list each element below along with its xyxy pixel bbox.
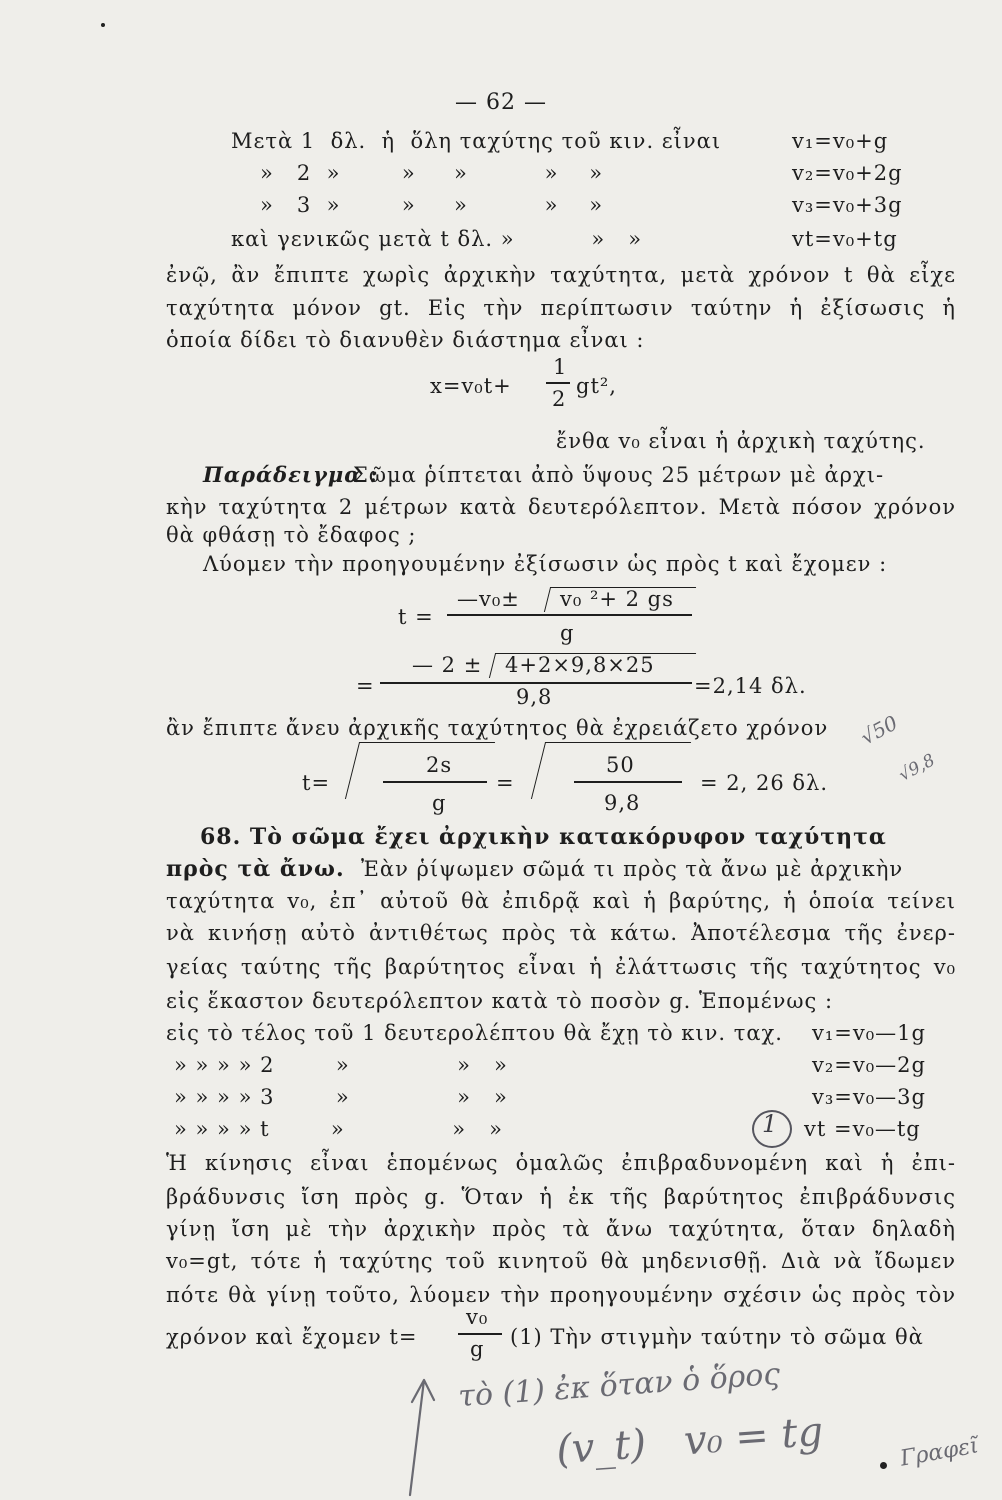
formula-v3: v₃=v₀+3g xyxy=(792,193,903,217)
bottom-handwriting: (v_t) v₀ = tg xyxy=(554,1408,825,1474)
fraction-denominator: g xyxy=(470,1337,485,1361)
handwriting-arrow xyxy=(400,1360,490,1500)
text-line: Μετὰ 1 δλ. ἡ ὅλη ταχύτης τοῦ κιν. εἶναι xyxy=(231,129,722,153)
text-line: καὶ γενικῶς μετὰ t δλ. » » » xyxy=(231,227,643,251)
paragraph-line: πότε θὰ γίνῃ τοῦτο, λύομεν τὴν προηγουμένην σχέσιν ὡς πρὸς τὸν xyxy=(166,1283,956,1307)
text-line: » 3 » » » » » xyxy=(260,193,604,217)
formula-denominator: 9,8 xyxy=(516,685,553,709)
paragraph-line: νὰ κινήσῃ αὐτὸ ἀντιθέτως πρὸς τὰ κάτω. Ἀποτέλεσμα τῆς ἐνερ- xyxy=(166,921,956,945)
formula-numerator: 4+2×9,8×25 xyxy=(505,653,655,677)
formula-equals: = xyxy=(496,771,515,795)
example-heading: Παράδειγμα : xyxy=(203,462,379,487)
radical-sign xyxy=(345,742,495,799)
formula-v3: v₃=v₀—3g xyxy=(812,1085,926,1109)
paragraph-line: εἰς ἕκαστον δευτερόλεπτον κατὰ τὸ ποσὸν g. Ἑπομένως : xyxy=(166,989,834,1013)
paragraph-line: γείας ταύτης τῆς βαρύτητος εἶναι ἡ ἐλάττωσις τῆς ταχύτητος v₀ xyxy=(166,955,956,979)
formula-v1: v₁=v₀—1g xyxy=(812,1021,926,1045)
paragraph-line: ἔνθα v₀ εἶναι ἡ ἀρχικὴ ταχύτης. xyxy=(556,429,926,453)
paragraph-line: v₀=gt, τότε ἡ ταχύτης τοῦ κινητοῦ θὰ μηδενισθῇ. Διὰ νὰ ἴδωμεν xyxy=(166,1249,956,1273)
formula-numerator: 50 xyxy=(606,753,635,777)
paragraph-line: γίνῃ ἴση μὲ τὴν ἀρχικὴν πρὸς τὰ ἄνω ταχύτητα, ὅταν δηλαδὴ xyxy=(166,1217,956,1241)
paragraph-line: ἂν ἔπιπτε ἄνευ ἀρχικῆς ταχύτητος θὰ ἐχρειάζετο χρόνον xyxy=(166,716,829,740)
fraction-numerator: v₀ xyxy=(466,1305,489,1329)
paragraph-line: χρόνον καὶ ἔχομεν t= xyxy=(166,1325,418,1349)
margin-handwriting: √9,8 xyxy=(895,750,939,786)
bottom-handwriting: τὸ (1) ἐκ ὅταν ὁ ὅρος xyxy=(457,1356,782,1415)
fraction-bar xyxy=(383,781,487,783)
margin-handwriting: √50 xyxy=(856,710,902,750)
paragraph-line: βράδυνσις ἴση πρὸς g. Ὅταν ἡ ἐκ τῆς βαρύτητος ἐπιβράδυνσις xyxy=(166,1185,956,1209)
formula-v2: v₂=v₀+2g xyxy=(792,161,903,185)
paragraph-line: ταχύτητα μόνον gt. Εἰς τὴν περίπτωσιν ταύτην ἡ ἐξίσωσις ἡ xyxy=(166,296,956,320)
text-line: » » » » 2 » » » xyxy=(174,1053,508,1077)
paragraph-line: (1) Τὴν στιγμὴν ταύτην τὸ σῶμα θὰ xyxy=(510,1325,924,1349)
section-heading: πρὸς τὰ ἄνω. xyxy=(166,856,345,882)
formula-lhs: t = xyxy=(398,605,434,629)
paragraph-line: ταχύτητα v₀, ἐπ᾿ αὐτοῦ θὰ ἐπιδρᾷ καὶ ἡ βαρύτης, ἡ ὁποία τείνει xyxy=(166,889,956,913)
formula-denominator: g xyxy=(432,791,447,815)
formula-vt: vt =v₀—tg xyxy=(804,1117,921,1141)
formula-denominator: g xyxy=(560,621,575,645)
formula-rhs: gt², xyxy=(576,374,617,398)
formula-vt: vt=v₀+tg xyxy=(792,227,898,251)
paragraph-line: Σῶμα ῥίπτεται ἀπὸ ὕψους 25 μέτρων μὲ ἀρχι- xyxy=(353,463,885,487)
paragraph-line: θὰ φθάσῃ τὸ ἔδαφος ; xyxy=(166,523,417,547)
page-number: — 62 — xyxy=(455,90,547,115)
formula-numerator: —v₀± xyxy=(457,587,520,611)
ink-speck xyxy=(101,23,105,27)
paragraph-line: Λύομεν τὴν προηγουμένην ἐξίσωσιν ὡς πρὸς t καὶ ἔχομεν : xyxy=(203,552,888,576)
paragraph-line: κὴν ταχύτητα 2 μέτρων κατὰ δευτερόλεπτον. Μετὰ πόσον χρόνον xyxy=(166,495,956,519)
formula-numerator: — 2 ± xyxy=(412,653,483,677)
fraction-bar xyxy=(447,614,692,616)
text-line: » » » » t » » » xyxy=(174,1117,503,1141)
fraction-numerator: 1 xyxy=(553,355,568,379)
fraction-denominator: 2 xyxy=(552,387,567,411)
formula-result: =2,14 δλ. xyxy=(694,674,807,698)
fraction-bar xyxy=(546,382,570,384)
paragraph-line: ὁποία δίδει τὸ διανυθὲν διάστημα εἶναι : xyxy=(166,328,645,352)
paragraph-line: ἐνῷ, ἂν ἔπιπτε χωρὶς ἀρχικὴν ταχύτητα, μετὰ χρόνον t θὰ εἶχε xyxy=(166,263,956,287)
text-line: » 2 » » » » » xyxy=(260,161,604,185)
formula-numerator: v₀ ²+ 2 gs xyxy=(560,587,674,611)
formula-lhs: t= xyxy=(302,771,331,795)
formula-v2: v₂=v₀—2g xyxy=(812,1053,926,1077)
formula-numerator: 2s xyxy=(426,753,453,777)
formula-result: = 2, 26 δλ. xyxy=(700,771,829,795)
circled-number: 1 xyxy=(762,1110,778,1138)
bottom-handwriting: Γραφεῖ xyxy=(898,1433,981,1472)
formula-denominator: 9,8 xyxy=(604,791,641,815)
ink-speck xyxy=(880,1462,887,1469)
formula-v1: v₁=v₀+g xyxy=(792,129,889,153)
paragraph-line: Ἐὰν ῥίψωμεν σῶμά τι πρὸς τὰ ἄνω μὲ ἀρχικὴν xyxy=(361,857,904,881)
fraction-bar xyxy=(574,781,682,783)
section-heading: 68. Τὸ σῶμα ἔχει ἀρχικὴν κατακόρυφον ταχύτητα xyxy=(200,824,887,850)
fraction-bar xyxy=(458,1333,502,1335)
formula-lhs: = xyxy=(356,674,375,698)
formula-lhs: x=v₀t+ xyxy=(430,374,512,398)
paragraph-line: εἰς τὸ τέλος τοῦ 1 δευτερολέπτου θὰ ἔχῃ τὸ κιν. ταχ. xyxy=(166,1021,783,1045)
paragraph-line: Ἡ κίνησις εἶναι ἑπομένως ὁμαλῶς ἐπιβραδυνομένη καὶ ἡ ἐπι- xyxy=(166,1151,956,1175)
text-line: » » » » 3 » » » xyxy=(174,1085,508,1109)
